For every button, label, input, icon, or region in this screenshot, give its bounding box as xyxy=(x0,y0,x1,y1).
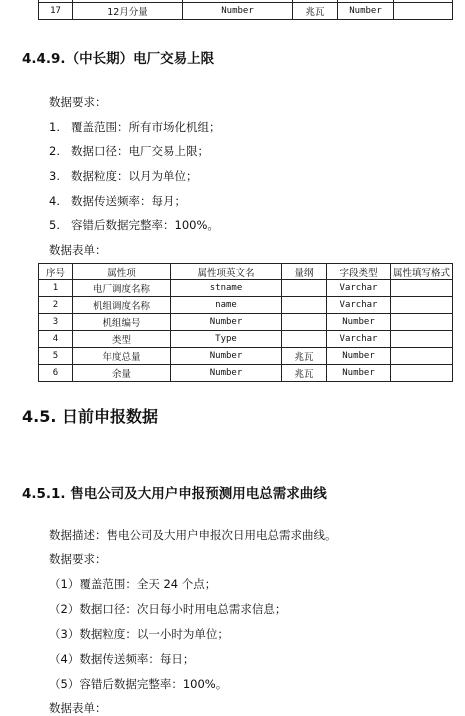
table-cell: 5 xyxy=(39,348,73,365)
table-cell: 兆瓦 xyxy=(282,365,327,382)
table-cell: Number xyxy=(327,314,391,331)
table-row xyxy=(39,314,453,331)
previous-data-table xyxy=(38,0,453,20)
section-heading-4-5: 4.5. 日前申报数据 xyxy=(22,407,158,426)
list-item xyxy=(49,193,186,209)
table-cell: Number xyxy=(171,314,282,331)
table-cell: 电厂调度名称 xyxy=(73,280,171,297)
list-item: （5）容错后数据完整率：100%。 xyxy=(49,677,228,691)
table-cell: 机组编号 xyxy=(73,314,171,331)
attribute-table xyxy=(38,263,453,382)
list-item: （3）数据粒度：以一小时为单位； xyxy=(49,627,229,641)
table-cell xyxy=(282,331,327,348)
table-cell: 类型 xyxy=(73,331,171,348)
column-header: 属性项英文名 xyxy=(171,264,282,280)
table-cell: 2 xyxy=(39,297,73,314)
list-number: 3. xyxy=(49,169,60,183)
table-cell xyxy=(391,297,453,314)
list-item xyxy=(49,168,198,184)
table-cell: Number xyxy=(327,348,391,365)
table-cell xyxy=(282,297,327,314)
table-cell: 兆瓦 xyxy=(282,348,327,365)
column-header: 量纲 xyxy=(282,264,327,280)
column-header: 属性项 xyxy=(73,264,171,280)
table-row xyxy=(39,348,453,365)
table-cell xyxy=(391,331,453,348)
table-row xyxy=(39,365,453,382)
table-cell xyxy=(282,280,327,297)
table-cell: 12月分量 xyxy=(73,3,183,20)
table-cell: name xyxy=(171,297,282,314)
data-form-label: 数据表单： xyxy=(49,243,107,257)
list-text: 数据粒度：以月为单位； xyxy=(71,169,198,183)
table-cell: Number xyxy=(327,365,391,382)
section-heading-4-5-1: 4.5.1. 售电公司及大用户申报预测用电总需求曲线 xyxy=(22,486,327,502)
list-item xyxy=(49,119,221,135)
data-form-label: 数据表单： xyxy=(49,701,107,715)
table-cell: Number xyxy=(338,3,394,20)
column-header: 字段类型 xyxy=(327,264,391,280)
table-cell: 6 xyxy=(39,365,73,382)
table-cell: Varchar xyxy=(327,280,391,297)
list-number: 1. xyxy=(49,120,60,134)
list-text: 数据传送频率：每月； xyxy=(71,194,186,208)
list-item: （2）数据口径：次日每小时用电总需求信息； xyxy=(49,602,287,616)
table-cell xyxy=(282,314,327,331)
table-cell: 1 xyxy=(39,280,73,297)
data-description: 数据描述：售电公司及大用户申报次日用电总需求曲线。 xyxy=(49,528,337,542)
table-cell xyxy=(391,314,453,331)
section-heading-4-4-9: 4.4.9.（中长期）电厂交易上限 xyxy=(22,51,215,67)
table-row xyxy=(39,331,453,348)
list-text: 覆盖范围：所有市场化机组； xyxy=(71,120,221,134)
table-cell: 4 xyxy=(39,331,73,348)
list-text: 容错后数据完整率：100%。 xyxy=(71,218,219,232)
table-cell xyxy=(394,3,453,20)
table-row xyxy=(39,297,453,314)
data-requirements-label: 数据要求： xyxy=(49,95,107,109)
list-text: 数据口径：电厂交易上限； xyxy=(71,144,209,158)
list-number: 5. xyxy=(49,218,60,232)
column-header: 属性填写格式 xyxy=(391,264,453,280)
table-cell: 年度总量 xyxy=(73,348,171,365)
table-cell: 机组调度名称 xyxy=(73,297,171,314)
table-cell: Varchar xyxy=(327,331,391,348)
table-cell: 17 xyxy=(39,3,73,20)
list-item xyxy=(49,143,209,159)
table-row xyxy=(39,3,453,20)
table-cell: Number xyxy=(171,365,282,382)
table-cell: Varchar xyxy=(327,297,391,314)
table-header-row xyxy=(39,264,453,280)
data-requirements-label: 数据要求： xyxy=(49,552,107,566)
column-header: 序号 xyxy=(39,264,73,280)
table-cell xyxy=(391,365,453,382)
table-cell: Number xyxy=(183,3,293,20)
table-cell: Type xyxy=(171,331,282,348)
table-cell xyxy=(391,348,453,365)
list-item: （1）覆盖范围：全天 24 个点； xyxy=(49,577,217,591)
list-item: （4）数据传送频率：每日； xyxy=(49,652,195,666)
table-cell: Number xyxy=(171,348,282,365)
list-number: 2. xyxy=(49,144,60,158)
list-item xyxy=(49,217,219,233)
table-cell: 兆瓦 xyxy=(293,3,338,20)
table-cell: 余量 xyxy=(73,365,171,382)
list-number: 4. xyxy=(49,194,60,208)
table-cell xyxy=(391,280,453,297)
table-row xyxy=(39,280,453,297)
table-cell: stname xyxy=(171,280,282,297)
table-cell: 3 xyxy=(39,314,73,331)
